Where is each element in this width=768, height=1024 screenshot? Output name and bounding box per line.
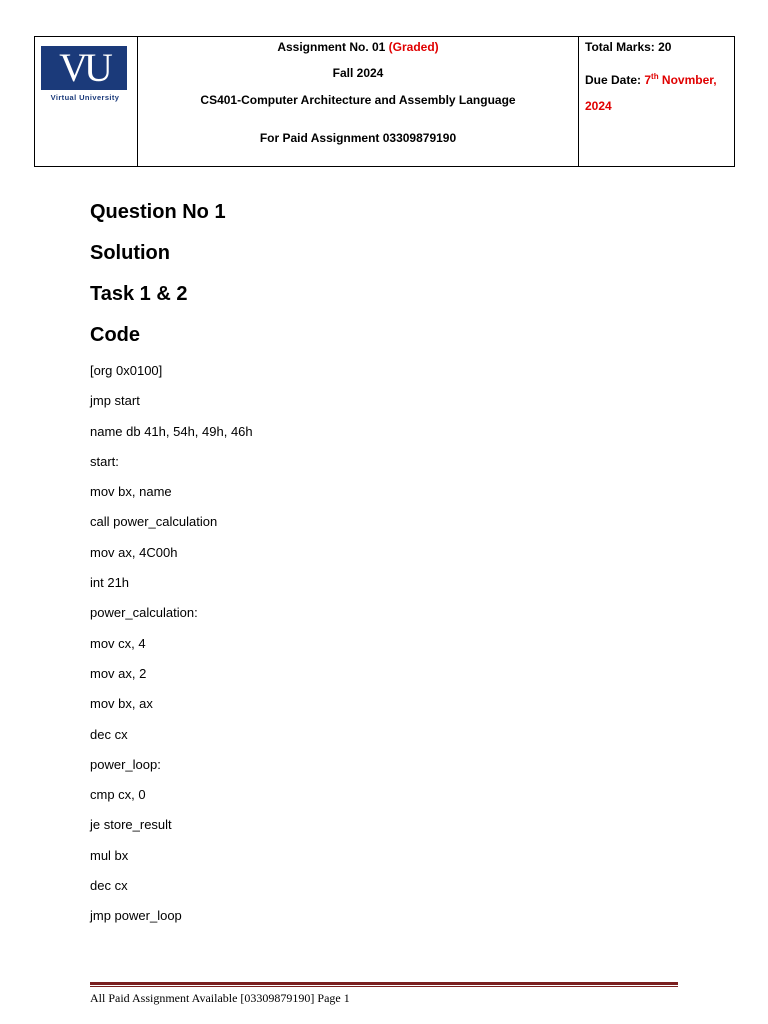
document-body	[90, 197, 690, 937]
question-heading: Question No 1	[90, 201, 226, 223]
code-line: jmp start	[90, 393, 140, 409]
task-heading: Task 1 & 2	[90, 283, 188, 305]
code-line: dec cx	[90, 726, 128, 742]
vu-logo-text: Virtual University	[50, 93, 120, 102]
assignment-info-cell	[138, 37, 579, 167]
total-marks: Total Marks: 20	[585, 40, 672, 54]
code-line: power_loop:	[90, 756, 161, 772]
code-line: mov cx, 4	[90, 635, 146, 651]
code-line: cmp cx, 0	[90, 787, 146, 803]
code-line: call power_calculation	[90, 514, 218, 530]
code-block	[90, 361, 690, 937]
footer-rule	[90, 982, 678, 987]
code-line: name db 41h, 54h, 49h, 46h	[90, 423, 253, 439]
due-year: 2024	[585, 99, 612, 113]
vu-logo-mark: VU	[41, 46, 127, 90]
assignment-title: Assignment No. 01 (Graded)	[277, 40, 439, 54]
code-line: mov ax, 4C00h	[90, 544, 178, 560]
code-line: mov ax, 2	[90, 665, 147, 681]
marks-cell	[579, 37, 735, 167]
solution-heading: Solution	[90, 242, 170, 264]
code-line: [org 0x0100]	[90, 363, 163, 378]
header-table	[34, 36, 735, 167]
code-line: jmp power_loop	[90, 908, 182, 924]
code-line: mov bx, ax	[90, 696, 153, 712]
vu-logo	[41, 46, 129, 102]
code-line: mov bx, name	[90, 484, 172, 500]
code-line: int 21h	[90, 575, 130, 591]
logo-cell	[35, 37, 138, 167]
code-line: je store_result	[90, 817, 172, 833]
code-line: dec cx	[90, 878, 128, 894]
course-title: CS401-Computer Architecture and Assembly Language	[200, 93, 516, 107]
code-heading: Code	[90, 324, 140, 346]
code-line: mul bx	[90, 847, 129, 863]
code-line: power_calculation:	[90, 605, 198, 621]
footer-text: All Paid Assignment Available [03309879190] Page 1	[90, 991, 350, 1005]
due-date: Due Date: 7th Novmber,	[585, 72, 717, 87]
semester: Fall 2024	[332, 66, 384, 80]
code-line: start:	[90, 453, 119, 469]
graded-label: (Graded)	[388, 40, 439, 54]
paid-assignment-note: For Paid Assignment 03309879190	[259, 131, 457, 145]
